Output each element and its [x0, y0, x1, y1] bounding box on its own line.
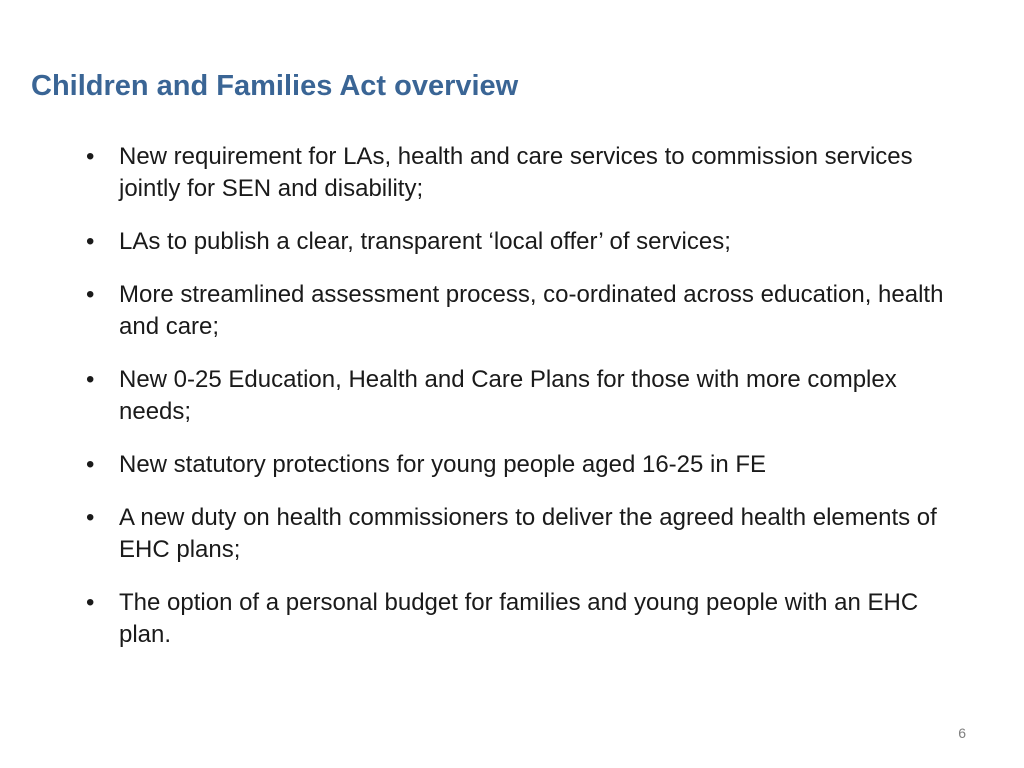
bullet-item [86, 449, 946, 481]
bullet-text: More streamlined assessment process, co-ordinated across education, health and care; [119, 281, 944, 340]
bullet-text: A new duty on health commissioners to deliver the agreed health elements of EHC plans; [119, 504, 937, 563]
bullet-text: New statutory protections for young people aged 16-25 in FE [119, 451, 767, 478]
bullet-text: New requirement for LAs, health and care services to commission services jointly for SEN and disability; [119, 143, 913, 202]
bullet-list [86, 141, 946, 672]
bullet-text: LAs to publish a clear, transparent ‘local offer’ of services; [119, 228, 731, 255]
bullet-text: The option of a personal budget for families and young people with an EHC plan. [119, 589, 919, 648]
bullet-dot-icon: • [86, 366, 95, 393]
page-number: 6 [958, 725, 966, 741]
bullet-item [86, 226, 946, 258]
bullet-item [86, 587, 946, 651]
bullet-item [86, 364, 946, 428]
bullet-dot-icon: • [86, 451, 95, 478]
bullet-dot-icon: • [86, 589, 95, 616]
bullet-dot-icon: • [86, 281, 95, 308]
bullet-dot-icon: • [86, 228, 95, 255]
bullet-dot-icon: • [86, 143, 95, 170]
bullet-item [86, 141, 946, 205]
bullet-text: New 0-25 Education, Health and Care Plans for those with more complex needs; [119, 366, 897, 425]
bullet-item [86, 279, 946, 343]
slide-title: Children and Families Act overview [31, 70, 519, 102]
bullet-item [86, 502, 946, 566]
bullet-dot-icon: • [86, 504, 95, 531]
